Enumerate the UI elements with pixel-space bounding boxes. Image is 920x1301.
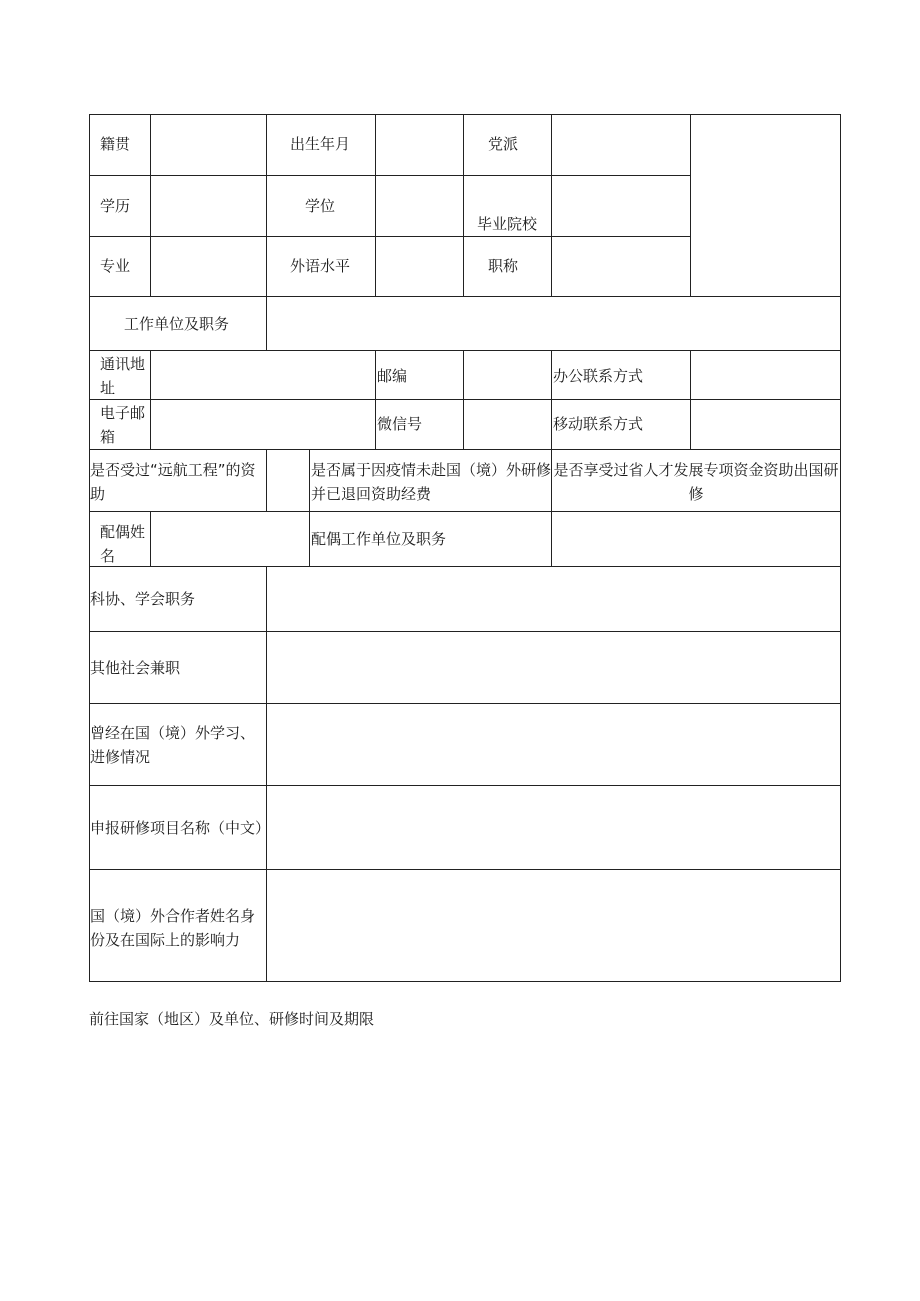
mobile-contact-field[interactable]: [691, 400, 840, 449]
postcode-field[interactable]: [464, 351, 551, 399]
mailing-address-field[interactable]: [151, 351, 375, 399]
office-contact-label: 办公联系方式: [553, 367, 644, 385]
association-label: 科协、学会职务: [90, 590, 196, 608]
project-name-label: 申报研修项目名称（中文）: [90, 819, 271, 837]
education-field[interactable]: [151, 176, 266, 236]
mailing-address-label: 通讯地址: [100, 355, 146, 397]
birth-date-label: 出生年月: [290, 135, 351, 153]
spouse-name-field[interactable]: [151, 512, 309, 566]
party-label: 党派: [488, 135, 519, 153]
study-abroad-label: 曾经在国（境）外学习、进修情况: [90, 724, 256, 766]
yuanhang-funding-label: 是否受过“远航工程”的资助: [90, 461, 256, 503]
destination-label: 前往国家（地区）及单位、研修时间及期限: [89, 1010, 375, 1028]
mobile-contact-label: 移动联系方式: [553, 415, 644, 433]
birth-date-field[interactable]: [376, 115, 463, 175]
party-field[interactable]: [552, 115, 690, 175]
title-field[interactable]: [552, 237, 690, 296]
major-field[interactable]: [151, 237, 266, 296]
wechat-label: 微信号: [377, 415, 423, 433]
spouse-work-field[interactable]: [552, 512, 840, 566]
social-posts-field[interactable]: [267, 632, 840, 703]
association-field[interactable]: [267, 567, 840, 631]
office-contact-field[interactable]: [691, 351, 840, 399]
degree-field[interactable]: [376, 176, 463, 236]
project-name-field[interactable]: [267, 786, 840, 869]
major-label: 专业: [100, 257, 131, 275]
work-unit-field[interactable]: [267, 297, 840, 350]
social-posts-label: 其他社会兼职: [90, 659, 181, 677]
email-field[interactable]: [151, 400, 375, 449]
education-label: 学历: [100, 197, 131, 215]
partner-label: 国（境）外合作者姓名身份及在国际上的影响力: [90, 907, 256, 949]
work-unit-label: 工作单位及职务: [124, 315, 230, 333]
native-place-field[interactable]: [151, 115, 266, 175]
graduated-school-label: 毕业院校: [477, 215, 538, 233]
foreign-language-label: 外语水平: [290, 257, 351, 275]
study-abroad-field[interactable]: [267, 704, 840, 785]
covid-refund-label: 是否属于因疫情未赴国（境）外研修并已退回资助经费: [311, 461, 552, 503]
wechat-field[interactable]: [464, 400, 551, 449]
degree-label: 学位: [305, 197, 336, 215]
provincial-funding-label: 是否享受过省人才发展专项资金资助出国研修: [553, 461, 839, 503]
spouse-work-label: 配偶工作单位及职务: [311, 530, 447, 548]
graduated-school-field[interactable]: [552, 176, 690, 236]
photo-area[interactable]: [691, 115, 840, 296]
title-label: 职称: [488, 257, 519, 275]
spouse-name-label: 配偶姓名: [100, 523, 146, 565]
yuanhang-funding-field[interactable]: [267, 450, 309, 511]
partner-field[interactable]: [267, 870, 840, 981]
postcode-label: 邮编: [377, 367, 408, 385]
native-place-label: 籍贯: [100, 135, 131, 153]
email-label: 电子邮箱: [100, 404, 146, 446]
foreign-language-field[interactable]: [376, 237, 463, 296]
